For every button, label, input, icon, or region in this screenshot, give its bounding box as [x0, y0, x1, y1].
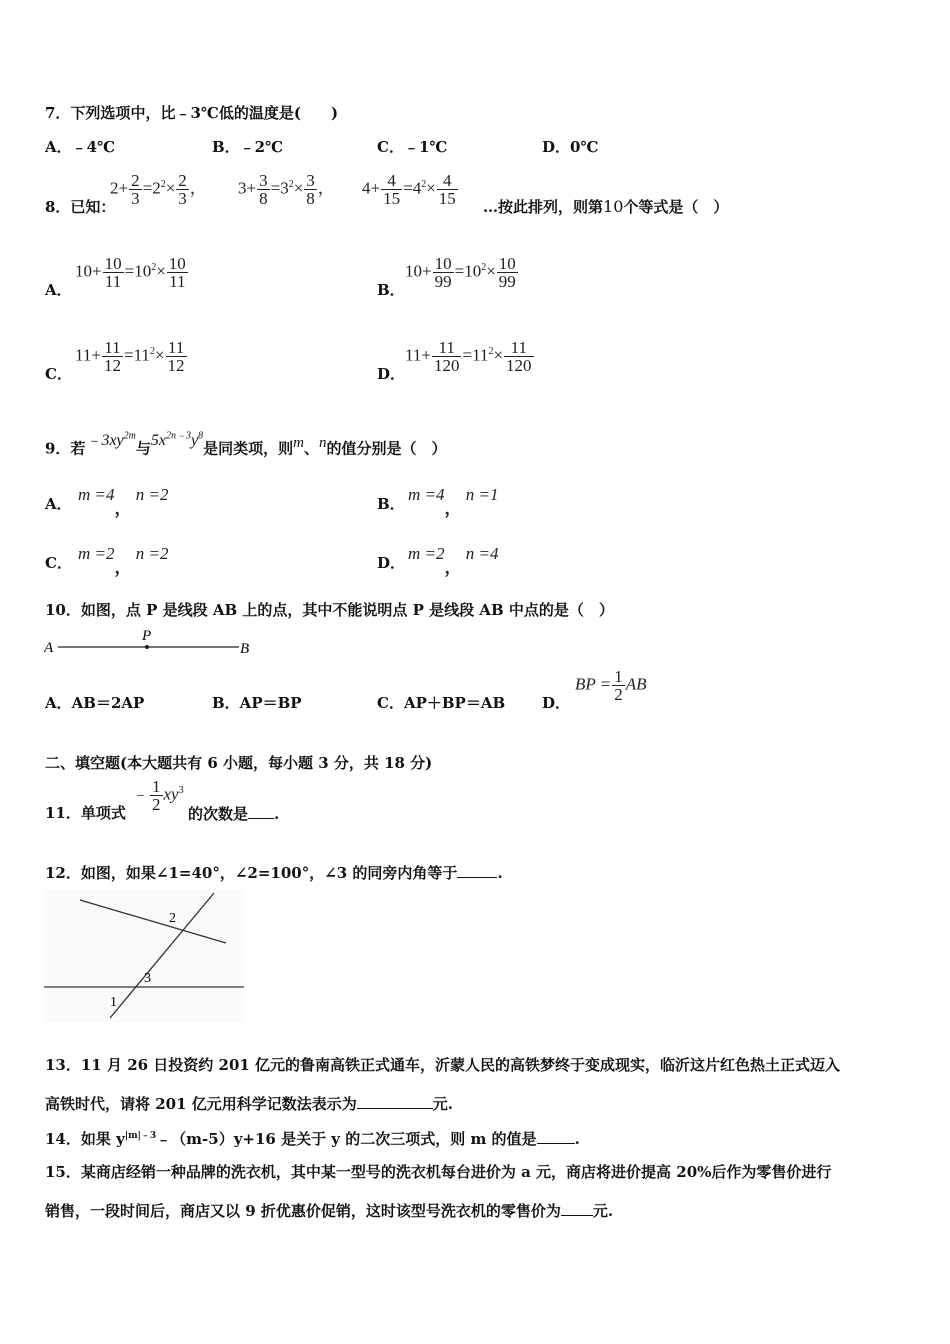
label-p: P: [142, 628, 152, 644]
q8-option-b-expr: 10+ $\frac{10}{99}$ $=10^2\times$ $\frac{10}{99}$: [405, 254, 516, 291]
q8-option-d-expr: 11+ $\frac{11}{120}$ $=11^2\times$ $\frac{11}{120}$: [405, 338, 532, 375]
q8-option-b-label: B．: [377, 281, 405, 299]
figure-background: [44, 890, 244, 1022]
q11-expr: ﹣ $\frac{1}{2}$ $xy^3$: [132, 777, 184, 814]
q13-line1: 13．11 月 26 日投资约 201 亿元的鲁南高铁正式通车，沂蒙人民的高铁梦终于变成现实，临沂这片红色热土正式迈入: [45, 1056, 841, 1074]
q9-option-d-expr: m =2， n =4: [408, 544, 499, 577]
q12-blank: [457, 862, 497, 878]
q9-stem: 9．若$﹣3xy^{2m}$与$5x^{2n﹣3}y^8$是同类项，则m、n的值分别是（ ）: [45, 431, 447, 458]
q11-blank: [248, 803, 274, 819]
q10-option-b: B．AP＝BP: [212, 694, 302, 712]
q10-option-d: D．: [542, 694, 571, 712]
q13-line2: 高铁时代，请将 201 亿元用科学记数法表示为 元.: [45, 1095, 453, 1113]
q10-option-c: C．AP＋BP＝AB: [377, 694, 506, 712]
q9-option-c-label: C．: [45, 554, 72, 572]
q8-option-c-expr: 11+ $\frac{11}{12}$ $=11^2\times$ $\frac{11}{12}$: [75, 338, 185, 375]
q8-given-2: 3+ $\frac{3}{8}$ $=3^2\times$ $\frac{3}{8}$ ，: [238, 171, 335, 208]
q11-pre: 11．单项式: [45, 804, 126, 822]
q15-blank: [561, 1200, 593, 1216]
point-p: [145, 645, 149, 649]
q9-option-b-expr: m =4， n =1: [408, 485, 499, 518]
q9-option-a-label: A．: [45, 495, 72, 513]
q7-option-b: B．﹣2℃: [212, 138, 284, 156]
q9-option-c-expr: m =2， n =2: [78, 544, 169, 577]
q7-option-a: A．﹣4℃: [45, 138, 116, 156]
q7-option-d: D．0℃: [542, 138, 599, 156]
q8-given-1: 2+ $\frac{2}{3}$ $=2^2\times$ $\frac{2}{3}$ ，: [110, 171, 207, 208]
section-2-heading: 二、填空题(本大题共有 6 小题，每小题 3 分，共 18 分): [45, 754, 433, 772]
q8-option-a-label: A．: [45, 281, 72, 299]
q10-option-a: A．AB＝2AP: [45, 694, 145, 712]
q8-stem-prefix: 8．已知：: [45, 198, 116, 216]
q14-stem: 14．如果 $y^{|m|﹣3}﹣(m-5)y+16$ 是关于 y 的二次三项式，则 m 的值是 .: [45, 1130, 580, 1148]
q9-option-a-expr: m =4， n =2: [78, 485, 169, 518]
q8-option-a-expr: 10+ $\frac{10}{11}$ $=10^2\times$ $\frac{10}{11}$: [75, 254, 186, 291]
q7-option-c: C．﹣1℃: [377, 138, 448, 156]
angle-3-label: 3: [144, 971, 151, 986]
q13-blank: [357, 1093, 433, 1109]
q14-blank: [537, 1128, 575, 1144]
angle-1-label: 1: [110, 995, 117, 1010]
q8-stem-suffix: …按此排列，则第10个等式是（ ）: [483, 197, 729, 216]
label-a: A: [44, 640, 54, 656]
q9-option-d-label: D．: [377, 554, 406, 572]
q11-post: 的次数是 .: [188, 805, 280, 823]
q12-angle-figure: [44, 890, 244, 1022]
q15-line1: 15．某商店经销一种品牌的洗衣机，其中某一型号的洗衣机每台进价为 a 元，商店将进价提高 20%后作为零售价进行: [45, 1163, 832, 1181]
label-b: B: [240, 641, 250, 657]
q10-option-d-expr: BP = $\frac{1}{2}$ AB: [575, 667, 647, 704]
q9-option-b-label: B．: [377, 495, 405, 513]
q10-stem: 10．如图，点 P 是线段 AB 上的点，其中不能说明点 P 是线段 AB 中点的是（ ）: [45, 601, 614, 619]
q7-stem: 7．下列选项中，比﹣3℃低的温度是( ): [45, 104, 339, 122]
q8-given-3: 4+ $\frac{4}{15}$ $=4^2\times$ $\frac{4}{15}$: [362, 171, 456, 208]
q10-segment-figure: [44, 626, 264, 658]
angle-2-label: 2: [169, 911, 176, 926]
q8-option-c-label: C．: [45, 365, 72, 383]
q15-line2: 销售，一段时间后，商店又以 9 折优惠价促销，这时该型号洗衣机的零售价为 元.: [45, 1202, 614, 1220]
q12-stem: 12．如图，如果∠1=40°，∠2=100°，∠3 的同旁内角等于 .: [45, 864, 503, 882]
q8-option-d-label: D．: [377, 365, 406, 383]
